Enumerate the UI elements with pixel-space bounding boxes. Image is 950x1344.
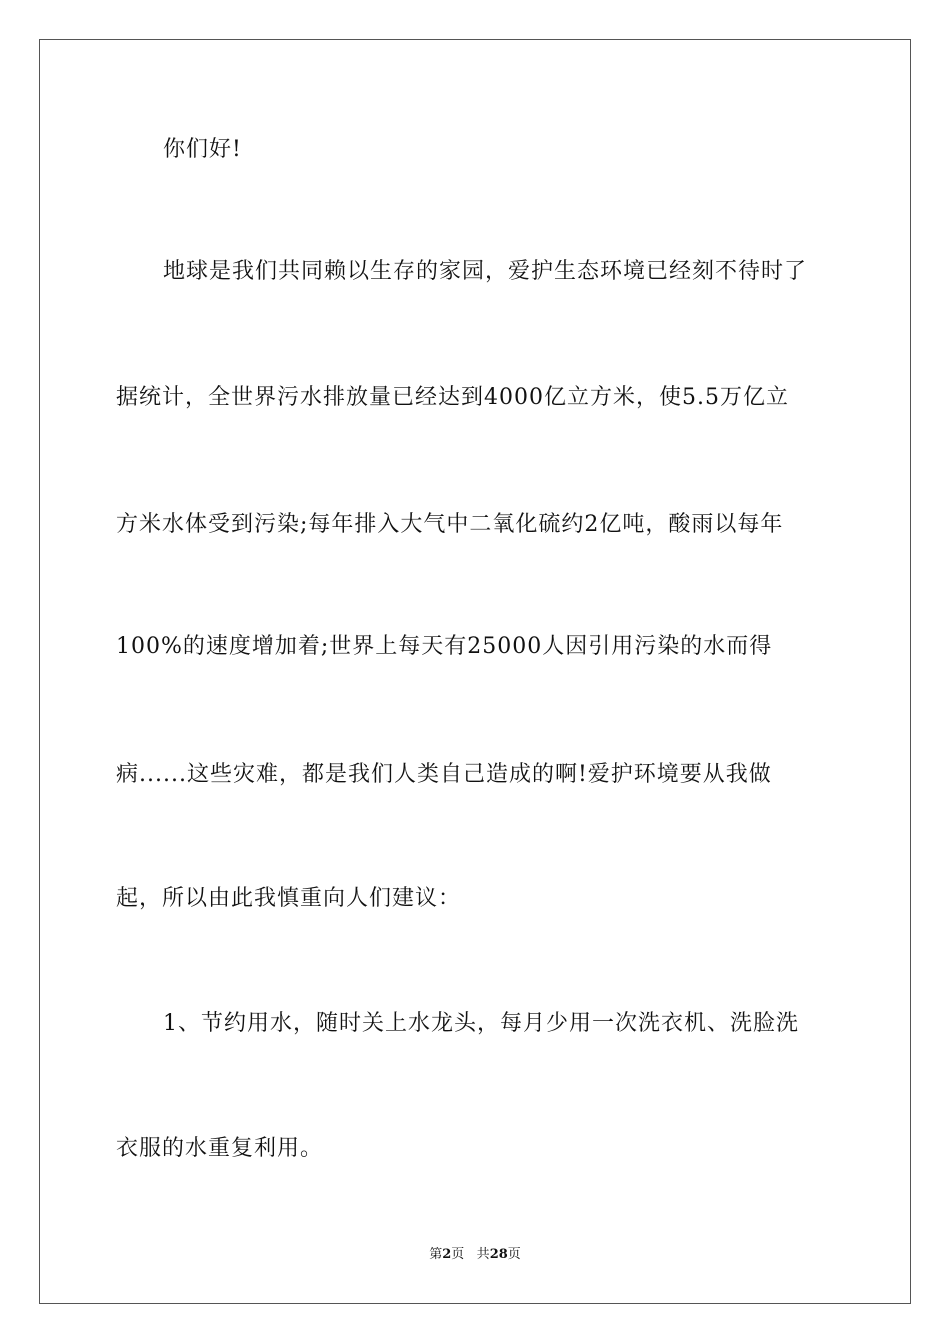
footer-total-suffix: 页 bbox=[507, 1247, 521, 1262]
page-frame bbox=[39, 39, 911, 1304]
greeting-line: 你们好! bbox=[163, 137, 242, 162]
paragraph-line: 病......这些灾难，都是我们人类自己造成的啊!爱护环境要从我做 bbox=[116, 762, 772, 787]
footer-page-suffix: 页 bbox=[451, 1247, 465, 1262]
paragraph-line: 起，所以由此我慎重向人们建议： bbox=[116, 886, 462, 911]
page-footer bbox=[0, 1246, 950, 1264]
paragraph-line: 100%的速度增加着;世界上每天有25000人因引用污染的水而得 bbox=[116, 634, 773, 659]
footer-page-prefix: 第 bbox=[429, 1247, 443, 1262]
paragraph-line: 方米水体受到污染;每年排入大气中二氧化硫约2亿吨，酸雨以每年 bbox=[116, 512, 784, 537]
footer-total-prefix: 共 bbox=[476, 1247, 490, 1262]
list-item-line: 衣服的水重复利用。 bbox=[116, 1136, 324, 1161]
paragraph-line: 据统计，全世界污水排放量已经达到4000亿立方米，使5.5万亿立 bbox=[116, 385, 789, 410]
footer-total-pages: 28 bbox=[489, 1247, 508, 1262]
footer-page-number: 2 bbox=[442, 1247, 452, 1262]
paragraph-line: 地球是我们共同赖以生存的家园，爱护生态环境已经刻不待时了 bbox=[163, 259, 808, 284]
list-item-line: 1、节约用水，随时关上水龙头，每月少用一次洗衣机、洗脸洗 bbox=[163, 1011, 799, 1036]
